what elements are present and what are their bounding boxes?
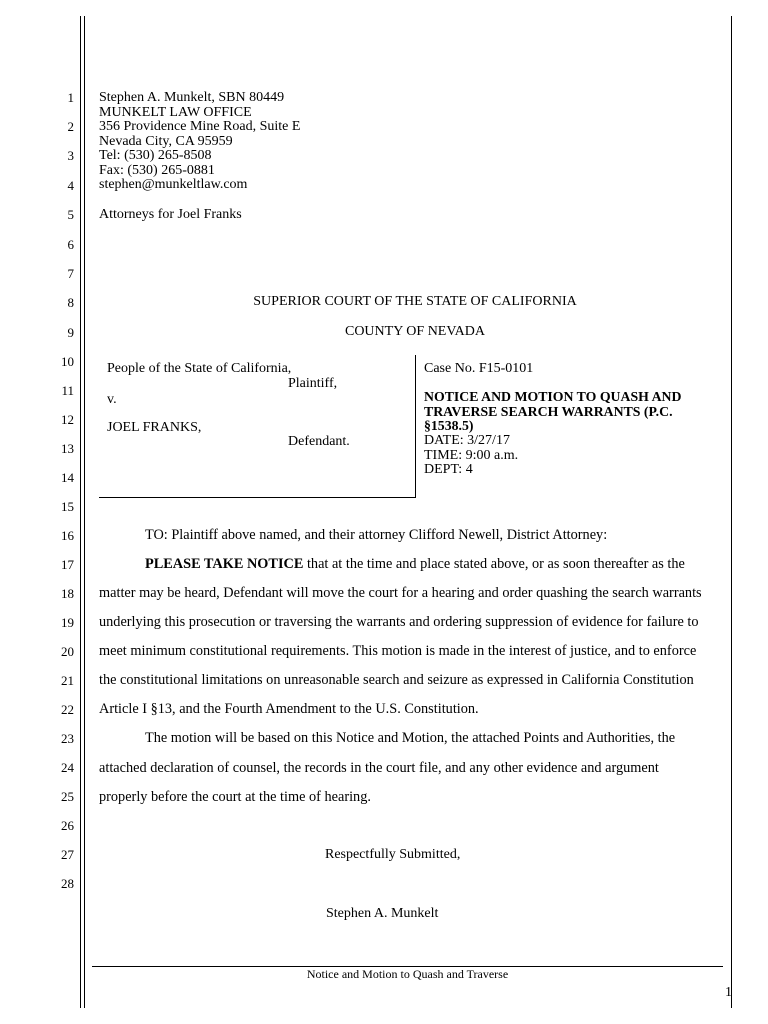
plaintiff-role: Plaintiff, — [288, 376, 338, 391]
motion-title — [424, 390, 681, 434]
line-number: 18 — [61, 586, 74, 601]
line-number: 23 — [61, 731, 74, 746]
line-number: 16 — [61, 528, 74, 543]
line-number: 25 — [61, 789, 74, 804]
respectfully-submitted: Respectfully Submitted, — [325, 847, 461, 862]
signer-name: Stephen A. Munkelt — [326, 906, 439, 921]
line-number: 7 — [67, 266, 74, 281]
line-number: 11 — [61, 383, 74, 398]
line-number: 4 — [67, 178, 74, 193]
firm-name-line: MUNKELT LAW OFFICE — [99, 104, 252, 120]
line-number: 15 — [61, 499, 74, 514]
line-number: 1 — [67, 90, 74, 105]
body-line: attached declaration of counsel, the records in the court file, and any other evidence and argument — [99, 760, 659, 776]
street-address-line: 356 Providence Mine Road, Suite E — [99, 119, 301, 134]
right-margin-rule — [731, 16, 732, 1008]
line-number: 6 — [67, 237, 74, 252]
second-paragraph-first-line: The motion will be based on this Notice and Motion, the attached Points and Authorities, the — [145, 730, 676, 746]
line-number: 24 — [61, 760, 74, 775]
city-line: Nevada City, CA 95959 — [99, 133, 233, 149]
notice-first-line — [145, 556, 685, 572]
line-number: 20 — [61, 644, 74, 659]
hearing-dept: DEPT: 4 — [424, 462, 473, 477]
hearing-date: DATE: 3/27/17 — [424, 433, 510, 448]
body-line: matter may be heard, Defendant will move the court for a hearing and order quashing the search warrants — [99, 585, 702, 601]
defendant-role: Defendant. — [288, 434, 350, 449]
case-number: Case No. F15-0101 — [424, 361, 534, 376]
line-number: 17 — [61, 557, 74, 572]
attorney-header — [99, 91, 300, 193]
body-line: the constitutional limitations on unreasonable search and seizure as expressed in California Constitution — [99, 672, 694, 688]
versus: v. — [107, 392, 117, 407]
to-line: TO: Plaintiff above named, and their attorney Clifford Newell, District Attorney: — [145, 527, 608, 543]
hearing-time: TIME: 9:00 a.m. — [424, 447, 519, 463]
fax-line: Fax: (530) 265-0881 — [99, 162, 215, 178]
line-number: 12 — [61, 412, 74, 427]
line-number: 3 — [67, 148, 74, 163]
defendant-party: JOEL FRANKS, — [107, 420, 202, 435]
motion-title-line: §1538.5) — [424, 418, 474, 433]
line-number: 2 — [67, 119, 74, 134]
attorneys-for: Attorneys for Joel Franks — [99, 207, 242, 222]
attorney-name-line: Stephen A. Munkelt, SBN 80449 — [99, 90, 285, 105]
plaintiff-party: People of the State of California, — [107, 361, 292, 376]
line-number: 22 — [61, 702, 74, 717]
line-number: 9 — [67, 325, 74, 340]
court-county: COUNTY OF NEVADA — [344, 324, 485, 339]
body-line: meet minimum constitutional requirements. This motion is made in the interest of justice, and to enforce — [99, 643, 697, 659]
left-margin-double-rule-outer — [80, 16, 81, 1008]
line-number: 13 — [61, 441, 74, 456]
left-margin-double-rule-inner — [84, 16, 85, 1008]
caption-vertical-rule — [415, 355, 416, 497]
line-number: 8 — [67, 295, 74, 310]
body-line: Article I §13, and the Fourth Amendment to the U.S. Constitution. — [99, 701, 479, 717]
line-number: 14 — [61, 470, 74, 485]
telephone-line: Tel: (530) 265-8508 — [99, 148, 212, 163]
motion-title-line: TRAVERSE SEARCH WARRANTS (P.C. — [424, 403, 673, 419]
line-number: 27 — [61, 847, 74, 862]
motion-title-line: NOTICE AND MOTION TO QUASH AND — [424, 389, 682, 404]
page-number: 1 — [725, 985, 732, 1000]
hearing-details — [424, 434, 518, 478]
line-number: 19 — [61, 615, 74, 630]
footer-title: Notice and Motion to Quash and Traverse — [306, 967, 509, 981]
please-take-notice: PLEASE TAKE NOTICE — [145, 556, 304, 572]
body-line: properly before the court at the time of hearing. — [99, 789, 371, 805]
line-number: 5 — [67, 207, 74, 222]
line-number: 28 — [61, 876, 74, 891]
line-number: 26 — [61, 818, 74, 833]
body-line: underlying this prosecution or traversing the warrants and ordering suppression of evidence for failure to — [99, 614, 699, 630]
caption-bottom-rule — [99, 497, 416, 498]
email-line: stephen@munkeltlaw.com — [99, 177, 248, 192]
court-name: SUPERIOR COURT OF THE STATE OF CALIFORNIA — [253, 294, 577, 309]
notice-first-line-rest: that at the time and place stated above, or as soon thereafter as the — [303, 556, 685, 572]
line-number: 10 — [61, 354, 74, 369]
line-number: 21 — [61, 673, 74, 688]
